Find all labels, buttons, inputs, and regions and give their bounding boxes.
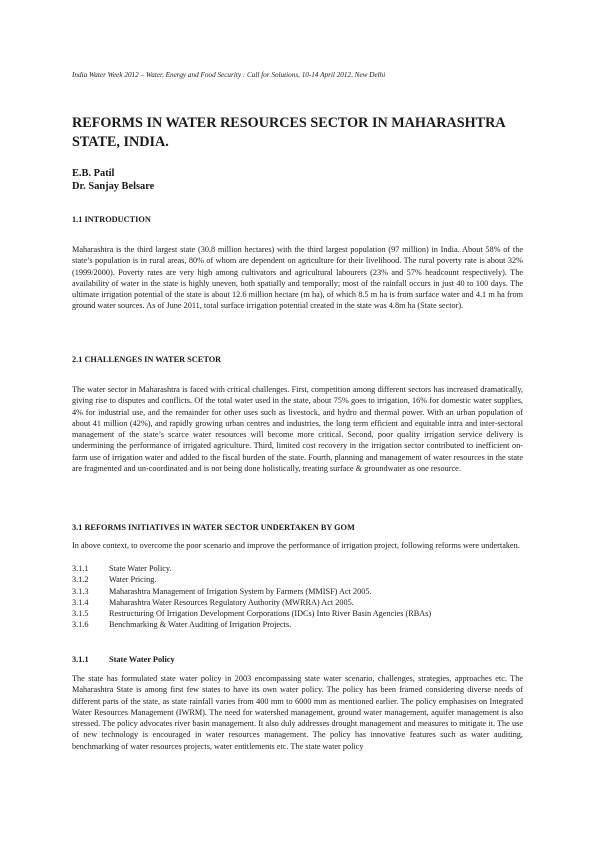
list-item: 3.1.1 State Water Policy. xyxy=(72,564,172,573)
author-list xyxy=(72,167,154,193)
reforms-intro-paragraph: In above context, to overcome the poor scenario and improve the performance of irrigation project, following reforms were undertaken. xyxy=(72,541,520,550)
subsection-heading-state-water-policy: 3.1.1 State Water Policy xyxy=(72,655,175,664)
list-item: 3.1.6 Benchmarking & Water Auditing of Irrigation Projects. xyxy=(72,620,292,630)
list-item: 3.1.3 Maharashtra Management of Irrigation System by Farmers (MMISF) Act 2005. xyxy=(72,586,372,596)
reforms-list xyxy=(72,563,523,631)
list-item: 3.1.4 Maharashtra Water Resources Regulatory Authority (MWRRA) Act 2005. xyxy=(72,597,354,607)
author-name: Dr. Sanjay Belsare xyxy=(72,181,155,192)
running-header: India Water Week 2012 – Water, Energy and Food Security : Call for Solutions, 10-14 April 2012, New Delhi xyxy=(72,71,386,79)
introduction-paragraph: Maharashtra is the third largest state (30.8 million hectares) with the third largest population (97 million) in India. About 58% of the state’s population is in rural areas, 80% of whom are dependent on agriculture for their livelihood. The rural poverty rate is about 32% (1999/2000). Poverty rates are very high among cultivators and agricultural labourers (23% and 57% headcount respectively). The availability of water in the state is highly uneven, both spatially and temporally; most of the rainfall occurs in just 40 to 100 days. The ultimate irrigation potential of the state is about 12.6 million hectare (m ha), of which 8.5 m ha is from surface water and 4.1 m ha from ground water sources. As of June 2011, total surface irrigation potential created in the state was 4.8m ha (State sector). xyxy=(72,245,523,311)
state-water-policy-paragraph: The state has formulated state water policy in 2003 encompassing state water scenario, challenges, strategies, approaches etc. The Maharashtra State is among first few states to have its own water policy. The policy has been framed considering diverse needs of different parts of the state, as state rainfall varies from 400 mm to 6000 mm as mentioned earlier. The policy emphasises on Integrated Water Resources Management (IWRM). The need for watershed management, ground water management, aquifer management is also stressed. The policy advocates river basin management. It also duly addresses drought management and measures to mitigate it. The use of new technology is encouraged in water resources management. The policy has innovative features such as water auditing, benchmarking of water resources projects, water entitlements etc. The state water policy xyxy=(72,674,523,751)
section-heading-reforms: 3.1 REFORMS INITIATIVES IN WATER SECTOR UNDERTAKEN BY GOM xyxy=(72,523,355,532)
challenges-paragraph: The water sector in Maharashtra is faced with critical challenges. First, competition among different sectors has increased dramatically, giving rise to disputes and conflicts. Of the total water used in the state, about 75% goes to irrigation, 16% for domestic water supplies, 4% for industrial use, and the remainder for other uses such as livestock, and hydro and thermal power. With an urban population of about 41 million (42%), and rapidly growing urban centres and industries, the long term efficient and equitable intra and inter-sectoral management of the state’s scarce water resources will become more critical. Second, poor quality irrigation service delivery is undermining the performance of irrigated agriculture. Third, limited cost recovery in the irrigation sector contributed to inefficient on-farm use of irrigation water and added to the fiscal burden of the state. Fourth, planning and management of water resources in the state are fragmented and un-coordinated and is not being done holistically, treating surface & groundwater as one resource. xyxy=(72,385,523,474)
list-item: 3.1.5 Restructuring Of Irrigation Development Corporations (IDCs) Into River Basin Agencies (RBAs) xyxy=(72,609,432,619)
author-name: E.B. Patil xyxy=(72,168,115,179)
section-heading-introduction: 1.1 INTRODUCTION xyxy=(72,215,151,224)
list-item: 3.1.2 Water Pricing. xyxy=(72,575,157,585)
paper-title: REFORMS IN WATER RESOURCES SECTOR IN MAHARASHTRA STATE, INDIA. xyxy=(72,115,505,150)
section-heading-challenges: 2.1 CHALLENGES IN WATER SCETOR xyxy=(72,355,222,364)
